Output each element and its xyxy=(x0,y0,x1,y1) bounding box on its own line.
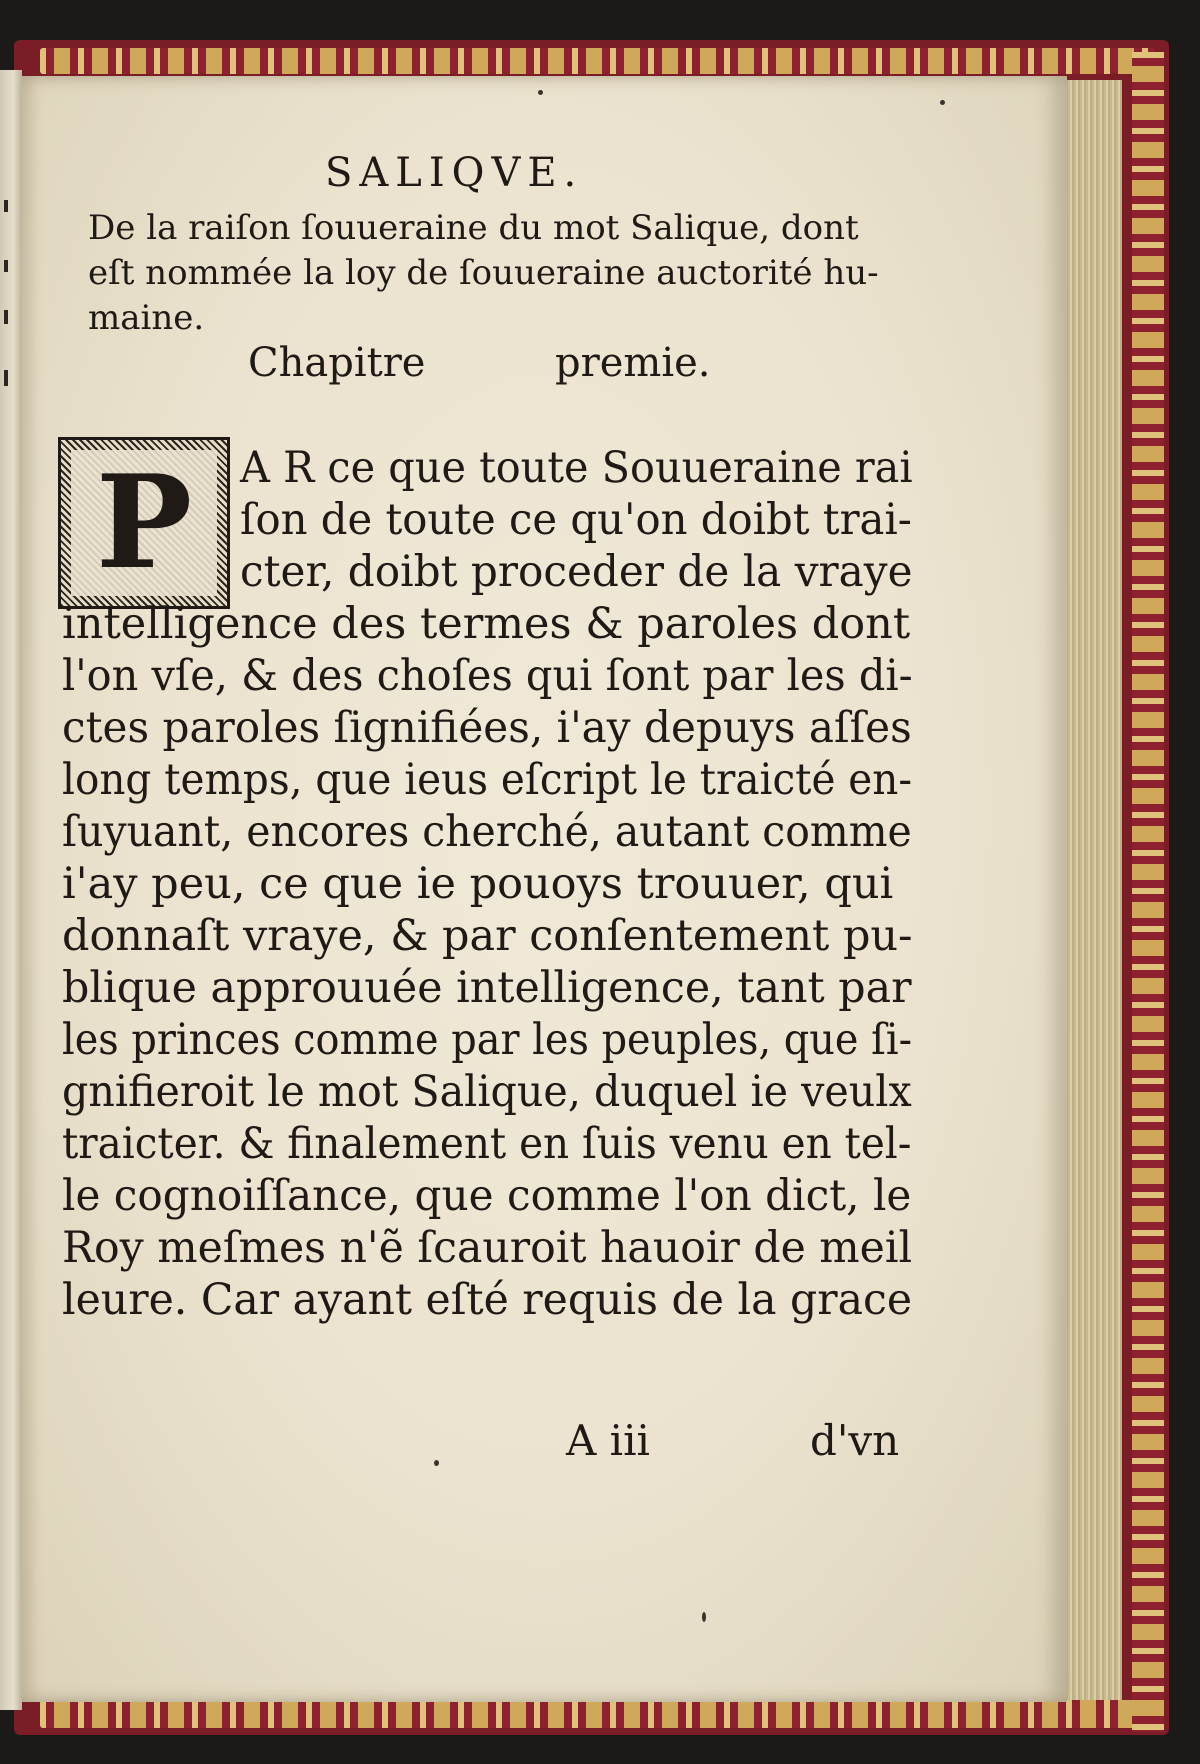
chapter-title-line: maine. xyxy=(88,298,205,338)
chapter-label: Chapitre xyxy=(248,340,426,386)
text-line: leure. Car ayant eſté requis de la grace xyxy=(62,1275,913,1325)
text-line: Roy meſmes n'ẽ ſcauroit hauoir de meil xyxy=(62,1223,913,1273)
gilt-border-top xyxy=(40,48,1155,74)
paper-speck xyxy=(702,1612,706,1622)
text-line: long temps, que ieus eſcript le traicté en- xyxy=(62,755,913,805)
text-line: donnaſt vraye, & par conſentement pu- xyxy=(62,911,913,961)
text-line: les princes comme par les peuples, que ſi- xyxy=(62,1015,913,1065)
text-line: le cognoiſſance, que comme l'on dict, le xyxy=(62,1171,912,1221)
paper-speck xyxy=(538,90,543,95)
chapter-title-line: eſt nommée la loy de ſouueraine auctorité hu- xyxy=(88,253,879,293)
paper-speck xyxy=(434,1460,439,1466)
text-line: A R ce que toute Souueraine rai xyxy=(240,443,913,493)
sliver-mark xyxy=(4,260,8,272)
text-line: l'on vſe, & des choſes qui ſont par les di- xyxy=(62,651,913,701)
text-line: ſon de toute ce qu'on doibt trai- xyxy=(240,495,912,545)
text-line: ctes paroles ſignifiées, i'ay depuys aſſes xyxy=(62,703,912,753)
chapter-title xyxy=(88,206,908,341)
paper-speck xyxy=(940,100,945,105)
page-fore-edge xyxy=(1062,80,1122,1700)
drop-initial-letter: P xyxy=(71,450,217,596)
gilt-border-right xyxy=(1132,52,1164,1732)
text-line: ſuyuant, encores cherché, autant comme xyxy=(62,807,912,857)
text-line: cter, doibt proceder de la vraye xyxy=(240,547,913,597)
text-line: gnifieroit le mot Salique, duquel ie veulx xyxy=(62,1067,912,1117)
text-line: i'ay peu, ce que ie pouoys trouuer, qui xyxy=(62,859,894,909)
catchword: d'vn xyxy=(810,1416,900,1465)
sliver-mark xyxy=(4,200,8,212)
chapter-title-line: De la raiſon ſouueraine du mot Salique, dont xyxy=(88,208,859,248)
running-head: SALIQVE. xyxy=(325,150,584,196)
signature-mark: A iii xyxy=(566,1416,650,1465)
chapter-number: premie. xyxy=(555,340,711,386)
text-line: blique approuuée intelligence, tant par xyxy=(62,963,912,1013)
gilt-border-bottom xyxy=(40,1700,1155,1728)
sliver-mark xyxy=(4,310,8,324)
text-line: intelligence des termes & paroles dont xyxy=(62,599,911,649)
woodcut-initial xyxy=(58,437,230,609)
sliver-mark xyxy=(4,370,8,386)
text-line: traicter. & finalement en ſuis venu en tel- xyxy=(62,1119,912,1169)
facing-page-sliver xyxy=(0,70,22,1710)
